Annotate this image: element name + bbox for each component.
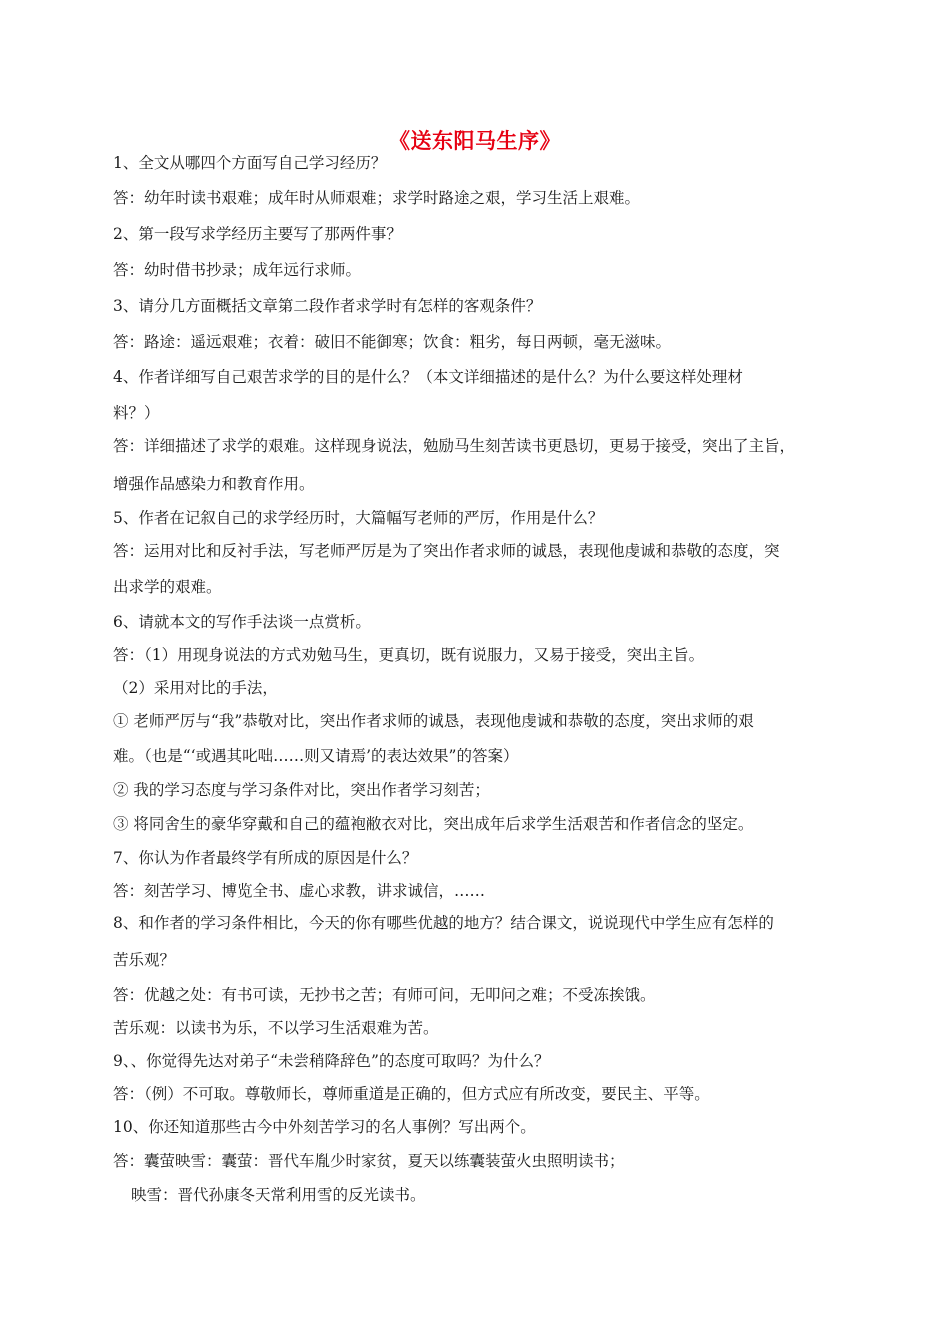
answer-7: 答：刻苦学习、博览全书、虚心求教，讲求诚信，…… <box>113 882 486 900</box>
answer-5-line-2: 出求学的艰难。 <box>113 578 222 596</box>
answer-6-item-1-line-1: ① 老师严厉与“我”恭敬对比，突出作者求师的诚恳，表现他虔诚和恭敬的态度，突出求师的艰 <box>113 712 754 730</box>
question-2: 2、第一段写求学经历主要写了那两件事？ <box>113 225 402 243</box>
question-6: 6、请就本文的写作手法谈一点赏析。 <box>113 613 371 631</box>
answer-9: 答：（例）不可取。尊敬师长，尊师重道是正确的，但方式应有所改变，要民主、平等。 <box>113 1085 710 1103</box>
answer-4-line-1: 答：详细描述了求学的艰难。这样现身说法，勉励马生刻苦读书更恳切，更易于接受，突出了主旨， <box>113 437 796 455</box>
question-3: 3、请分几方面概括文章第二段作者求学时有怎样的客观条件？ <box>113 297 542 315</box>
answer-2: 答：幼时借书抄录；成年远行求师。 <box>113 261 362 279</box>
answer-10-line-2: 映雪：晋代孙康冬天常利用雪的反光读书。 <box>131 1186 426 1204</box>
answer-6-item-3: ③ 将同舍生的豪华穿戴和自己的蕴袍敝衣对比，突出成年后求学生活艰苦和作者信念的坚定。 <box>113 815 754 833</box>
answer-10-line-1: 答：囊萤映雪：囊萤：晋代车胤少时家贫，夏天以练囊装萤火虫照明读书； <box>113 1152 625 1170</box>
question-10: 10、你还知道那些古今中外刻苦学习的名人事例？写出两个。 <box>113 1118 536 1136</box>
document-title: 《送东阳马生序》 <box>389 129 561 153</box>
answer-6-item-2: ② 我的学习态度与学习条件对比，突出作者学习刻苦； <box>113 781 490 799</box>
question-4-line-1: 4、作者详细写自己艰苦求学的目的是什么？（本文详细描述的是什么？为什么要这样处理材 <box>113 368 743 386</box>
question-1: 1、全文从哪四个方面写自己学习经历？ <box>113 154 387 172</box>
answer-4-line-2: 增强作品感染力和教育作用。 <box>113 475 315 493</box>
answer-6-item-1-line-2: 难。（也是“‘或遇其叱咄……则又请焉’的表达效果”的答案） <box>113 747 519 765</box>
answer-6-part-1: 答：（1）用现身说法的方式劝勉马生，更真切，既有说服力，又易于接受，突出主旨。 <box>113 646 705 664</box>
question-8-line-1: 8、和作者的学习条件相比，今天的你有哪些优越的地方？结合课文，说说现代中学生应有怎样的 <box>113 914 774 932</box>
question-4-line-2: 料？） <box>113 404 160 422</box>
question-7: 7、你认为作者最终学有所成的原因是什么？ <box>113 849 418 867</box>
question-5: 5、作者在记叙自己的求学经历时，大篇幅写老师的严厉，作用是什么？ <box>113 509 604 527</box>
answer-8-line-2: 苦乐观：以读书为乐，不以学习生活艰难为苦。 <box>113 1019 439 1037</box>
question-9: 9、、你觉得先达对弟子“未尝稍降辞色”的态度可取吗？为什么？ <box>113 1052 550 1070</box>
answer-3: 答：路途：遥远艰难；衣着：破旧不能御寒；饮食：粗劣，每日两顿，毫无滋味。 <box>113 333 672 351</box>
answer-6-part-2: （2）采用对比的手法， <box>113 679 278 697</box>
question-8-line-2: 苦乐观？ <box>113 951 176 969</box>
answer-8-line-1: 答：优越之处：有书可读，无抄书之苦；有师可问，无叩问之难；不受冻挨饿。 <box>113 986 656 1004</box>
answer-5-line-1: 答：运用对比和反衬手法，写老师严厉是为了突出作者求师的诚恳，表现他虔诚和恭敬的态度，突 <box>113 542 780 560</box>
answer-1: 答：幼年时读书艰难；成年时从师艰难；求学时路途之艰，学习生活上艰难。 <box>113 189 641 207</box>
